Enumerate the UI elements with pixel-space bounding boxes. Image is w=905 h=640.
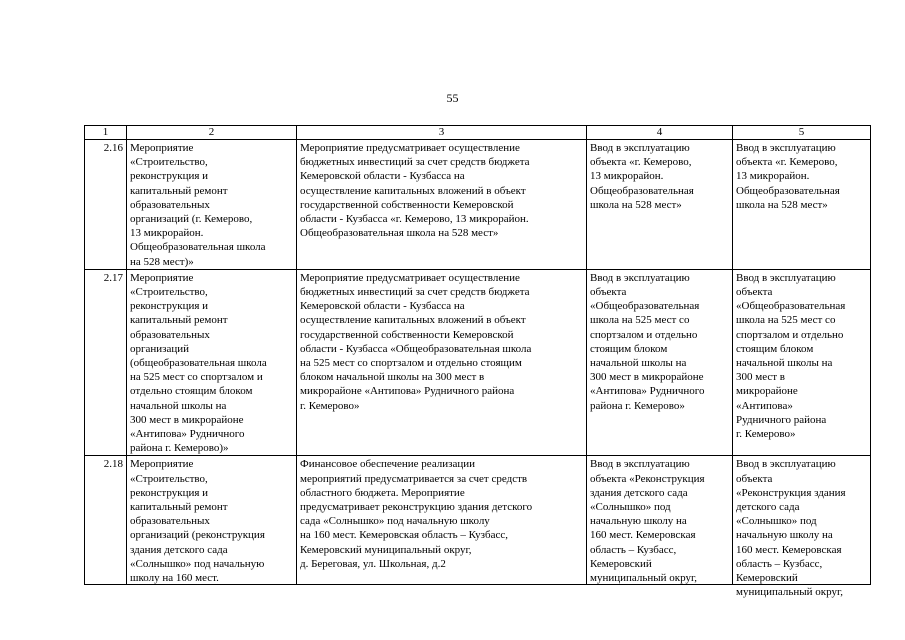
table-row: [85, 140, 871, 270]
measure-description: Мероприятие предусматривает осуществление бюджетных инвестиций за счет средств бюджета Кемеровской области - Кузбасса на осуществление капитальных вложений в объект государственной собственности Кемеровской области - Кузбасса «Общеобразовательная школа на 525 мест со спортзалом и отдельно стоящим блоком начальной школы на 300 мест в микрорайоне «Антипова» Рудничного района г. Кемерово»: [297, 269, 587, 456]
result-col-4: Ввод в эксплуатацию объекта «г. Кемерово, 13 микрорайон. Общеобразовательная школа на 528 мест»: [587, 140, 733, 270]
table-row: [85, 456, 871, 585]
header-col-4: 4: [587, 126, 733, 140]
result-col-5: Ввод в эксплуатацию объекта «г. Кемерово, 13 микрорайон. Общеобразовательная школа на 528 мест»: [733, 140, 871, 270]
result-col-5: Ввод в эксплуатацию объекта «Общеобразовательная школа на 525 мест со спортзалом и отдельно стоящим блоком начальной школы на 300 мест в микрорайоне «Антипова» Рудничного района г. Кемерово»: [733, 269, 871, 456]
row-number: 2.17: [85, 269, 127, 456]
measure-name: Мероприятие «Строительство, реконструкция и капитальный ремонт образовательных организаций (реконструкция здания детского сада «Солнышко» под начальную школу на 160 мест.: [127, 456, 297, 585]
measure-description: Мероприятие предусматривает осуществление бюджетных инвестиций за счет средств бюджета Кемеровской области - Кузбасса на осуществление капитальных вложений в объект государственной собственности Кемеровской области - Кузбасса «г. Кемерово, 13 микрорайон. Общеобразовательная школа на 528 мест»: [297, 140, 587, 270]
result-col-4: Ввод в эксплуатацию объекта «Реконструкция здания детского сада «Солнышко» под начальную школу на 160 мест. Кемеровская область – Кузбасс, Кемеровский муниципальный округ,: [587, 456, 733, 585]
header-col-3: 3: [297, 126, 587, 140]
header-col-2: 2: [127, 126, 297, 140]
result-col-5: Ввод в эксплуатацию объекта «Реконструкция здания детского сада «Солнышко» под начальную школу на 160 мест. Кемеровская область – Кузбасс, Кемеровский муниципальный округ,: [733, 456, 871, 585]
measure-name: Мероприятие «Строительство, реконструкция и капитальный ремонт образовательных организаций (г. Кемерово, 13 микрорайон. Общеобразовательная школа на 528 мест)»: [127, 140, 297, 270]
result-col-4: Ввод в эксплуатацию объекта «Общеобразовательная школа на 525 мест со спортзалом и отдельно стоящим блоком начальной школы на 300 мест в микрорайоне «Антипова» Рудничного района г. Кемерово»: [587, 269, 733, 456]
header-col-1: 1: [85, 126, 127, 140]
measures-table: [84, 125, 871, 599]
measure-description: Финансовое обеспечение реализации мероприятий предусматривается за счет средств областного бюджета. Мероприятие предусматривает реконструкцию здания детского сада «Солнышко» под начальную школу на 160 мест. Кемеровская область – Кузбасс, Кемеровский муниципальный округ, д. Береговая, ул. Школьная, д.2: [297, 456, 587, 585]
header-row: [85, 126, 871, 140]
page-number: 55: [446, 91, 459, 105]
row-number: 2.18: [85, 456, 127, 585]
row-number: 2.16: [85, 140, 127, 270]
table-row: [85, 269, 871, 456]
measure-name: Мероприятие «Строительство, реконструкция и капитальный ремонт образовательных организаций (общеобразовательная школа на 525 мест со спортзалом и отдельно стоящим блоком начальной школы на 300 мест в микрорайоне «Антипова» Рудничного района г. Кемерово)»: [127, 269, 297, 456]
header-col-5: 5: [733, 126, 871, 140]
